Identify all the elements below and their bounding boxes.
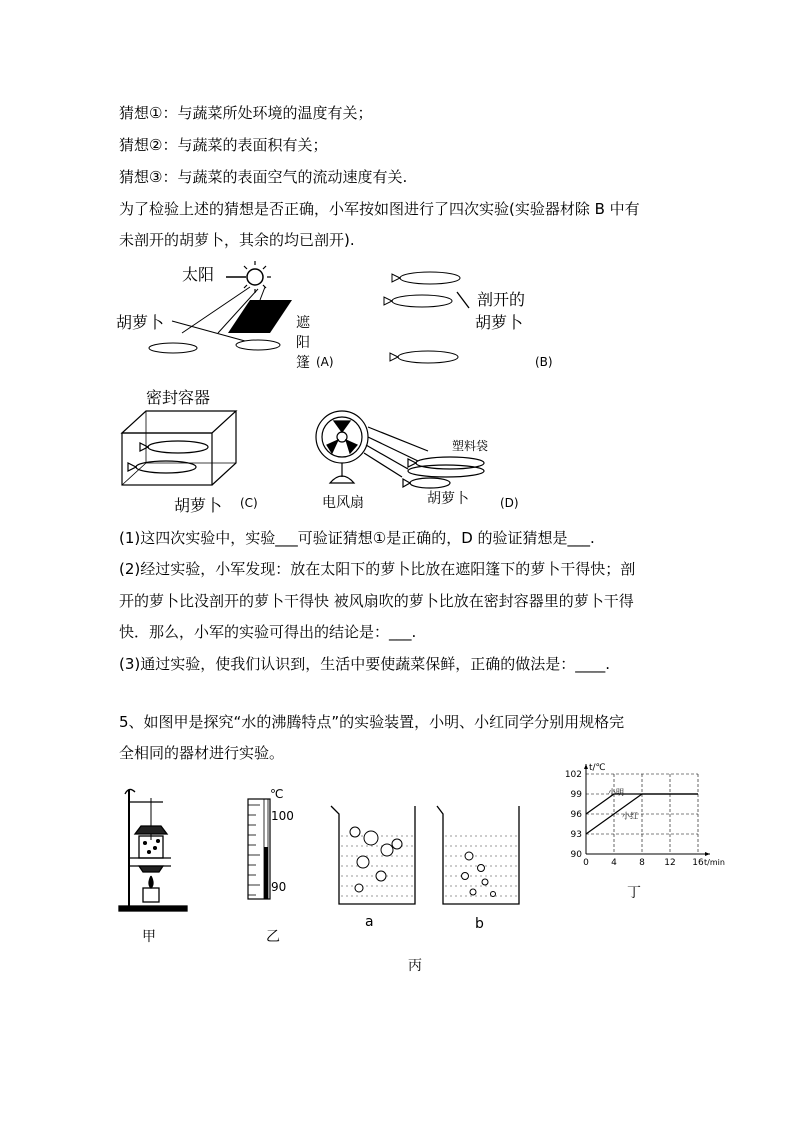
temperature-time-chart bbox=[560, 758, 725, 873]
cut-carrot-label-1: 剖开的 bbox=[477, 290, 526, 309]
figure-jia bbox=[115, 780, 195, 950]
question-2-line-3: 快．那么，小军的实验可得出的结论是：___. bbox=[119, 623, 417, 641]
figure-d-tag: (D) bbox=[500, 496, 519, 510]
intro-line-2: 未剖开的胡萝卜，其余的均已剖开). bbox=[119, 231, 355, 249]
y-tick-label: 90 bbox=[570, 850, 582, 860]
figure-jia-tag: 甲 bbox=[142, 929, 156, 945]
figure-ding bbox=[560, 758, 725, 903]
y-tick-label: 99 bbox=[570, 790, 582, 800]
guess-1: 猜想①：与蔬菜所处环境的温度有关； bbox=[119, 104, 373, 122]
x-tick-label: 12 bbox=[664, 858, 676, 868]
figure-bing-tag: 丙 bbox=[408, 958, 422, 974]
x-tick-label: 8 bbox=[639, 858, 645, 868]
figure-a bbox=[110, 255, 350, 380]
beaker-b-label: b bbox=[475, 916, 484, 932]
guess-2: 猜想②：与蔬菜的表面积有关； bbox=[119, 136, 328, 154]
fan-label: 电风扇 bbox=[322, 495, 364, 511]
figure-c bbox=[118, 383, 278, 518]
q5-line-1: 5、如图甲是探究“水的沸腾特点”的实验装置，小明、小红同学分别用规格完 bbox=[119, 713, 625, 731]
carrot-label-d: 胡萝卜 bbox=[427, 491, 469, 507]
thermometer-top-reading: 100 bbox=[271, 809, 294, 823]
figure-c-tag: (C) bbox=[240, 496, 258, 510]
carrot-label-c: 胡萝卜 bbox=[174, 496, 223, 515]
series-label-xiaohong: 小红 bbox=[622, 811, 638, 821]
x-tick-label: 0 bbox=[583, 858, 589, 868]
shade-label-2: 阳 bbox=[296, 335, 310, 351]
cut-carrot-label-2: 胡萝卜 bbox=[475, 313, 524, 332]
figure-a-tag: (A) bbox=[316, 355, 334, 369]
thermometer-unit: ℃ bbox=[270, 787, 284, 801]
shade-canopy bbox=[228, 300, 292, 333]
x-axis-label: t/min bbox=[704, 858, 725, 867]
q5-line-2: 全相同的器材进行实验。 bbox=[119, 744, 285, 762]
carrot-label: 胡萝卜 bbox=[116, 313, 165, 332]
intro-line-1: 为了检验上述的猜想是否正确，小军按如图进行了四次实验(实验器材除 B 中有 bbox=[119, 200, 640, 218]
figure-b-tag: (B) bbox=[535, 355, 553, 369]
figure-yi bbox=[240, 785, 300, 950]
beaker-b bbox=[437, 806, 519, 904]
y-tick-label: 102 bbox=[564, 770, 582, 780]
figure-yi-tag: 乙 bbox=[266, 929, 280, 945]
guess-3: 猜想③：与蔬菜的表面空气的流动速度有关. bbox=[119, 168, 408, 186]
beaker-a-label: a bbox=[365, 914, 374, 930]
question-2-line-2: 开的萝卜比没剖开的萝卜干得快 被风扇吹的萝卜比放在密封容器里的萝卜干得 bbox=[119, 592, 634, 610]
sealed-container-label: 密封容器 bbox=[146, 388, 211, 407]
figure-d bbox=[310, 403, 540, 518]
figure-bing bbox=[325, 800, 535, 980]
y-tick-label: 96 bbox=[570, 810, 582, 820]
y-axis-arrow bbox=[584, 764, 588, 769]
x-axis-arrow bbox=[705, 852, 710, 856]
shade-label-1: 遮 bbox=[296, 315, 310, 331]
question-3: (3)通过实验，使我们认识到，生活中要使蔬菜保鲜，正确的做法是：____. bbox=[119, 655, 611, 673]
sun-label: 太阳 bbox=[182, 265, 215, 284]
y-tick-label: 93 bbox=[570, 830, 582, 840]
fan-icon bbox=[316, 411, 368, 463]
beakers-drawing bbox=[325, 800, 535, 912]
sun-icon bbox=[247, 269, 263, 285]
question-2-line-1: (2)经过实验，小军发现：放在太阳下的萝卜比放在遮阳篷下的萝卜干得快；剖 bbox=[119, 560, 636, 578]
apparatus-drawing bbox=[115, 780, 195, 915]
question-1: (1)这四次实验中，实验___可验证猜想①是正确的，D 的验证猜想是___. bbox=[119, 529, 595, 547]
thermometer-bottom-reading: 90 bbox=[271, 880, 287, 894]
figure-b bbox=[385, 262, 585, 377]
plastic-bag-label: 塑料袋 bbox=[452, 439, 489, 453]
figure-ding-tag: 丁 bbox=[627, 885, 641, 901]
beaker-a bbox=[331, 806, 415, 904]
series-label-xiaoming: 小明 bbox=[608, 788, 624, 797]
x-tick-label: 16 bbox=[692, 858, 704, 868]
x-tick-label: 4 bbox=[611, 858, 617, 868]
thermometer-drawing bbox=[240, 785, 300, 905]
y-axis-label: t/℃ bbox=[589, 763, 606, 773]
shade-label-3: 篷 bbox=[296, 355, 310, 371]
